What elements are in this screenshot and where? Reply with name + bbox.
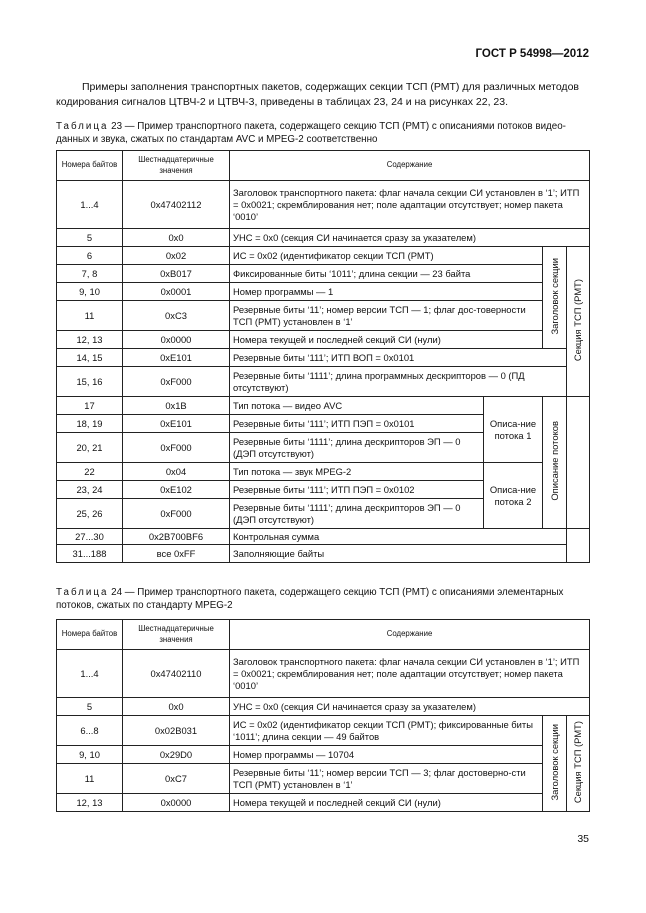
hex-cell: 0x1B (123, 397, 230, 415)
content-cell: Номера текущей и последней секций СИ (нули) (230, 794, 543, 812)
content-cell: УНС = 0x0 (секция СИ начинается сразу за указателем) (230, 698, 590, 716)
stream-2-label: Описа-ние потока 2 (484, 463, 543, 529)
table23-caption (56, 120, 591, 146)
table23-caption-text: 23 — Пример транспортного пакета, содержащего секцию ТСП (РМТ) с описаниями потоков видео-данных и звука, сжатых по стандартам AVC и MPEG-2 соответственно (56, 121, 566, 145)
content-cell: Резервные биты ‘111’; ИТП ВОП = 0x0101 (230, 349, 567, 367)
bytes-cell: 17 (57, 397, 123, 415)
hex-cell: 0x02 (123, 247, 230, 265)
hex-cell: 0xC3 (123, 301, 230, 331)
hex-cell: 0xF000 (123, 433, 230, 463)
table-row (57, 794, 590, 812)
bytes-cell: 12, 13 (57, 794, 123, 812)
content-cell: ИС = 0x02 (идентификатор секции ТСП (РМТ); фиксированные биты ‘1011’; длина секции — 49 байтов (230, 716, 543, 746)
group-label-pmt-section: Секция ТСП (РМТ) (567, 716, 590, 812)
table-row (57, 764, 590, 794)
header-content: Содержание (230, 151, 590, 181)
bytes-cell: 14, 15 (57, 349, 123, 367)
content-cell: Тип потока — видео AVC (230, 397, 484, 415)
hex-cell: 0x04 (123, 463, 230, 481)
hex-cell: 0xF000 (123, 367, 230, 397)
table23-header-row (57, 151, 590, 181)
header-content: Содержание (230, 620, 590, 650)
table-row (57, 229, 590, 247)
hex-cell: 0x0 (123, 229, 230, 247)
hex-cell: 0x0000 (123, 794, 230, 812)
stream-1-label: Описа-ние потока 1 (484, 397, 543, 463)
table-row (57, 529, 590, 545)
bytes-cell: 31...188 (57, 545, 123, 563)
bytes-cell: 27...30 (57, 529, 123, 545)
content-cell: Фиксированные биты ‘1011’; длина секции — 23 байта (230, 265, 543, 283)
table-row (57, 698, 590, 716)
table-row (57, 301, 590, 331)
bytes-cell: 18, 19 (57, 415, 123, 433)
content-cell: Резервные биты ‘11’; номер версии ТСП — 1; флаг дос-товерности ТСП (РМТ) установлен в ‘1’ (230, 301, 543, 331)
bytes-cell: 9, 10 (57, 746, 123, 764)
content-cell: Тип потока — звук MPEG-2 (230, 463, 484, 481)
bytes-cell: 11 (57, 301, 123, 331)
group-label-stream-descriptions: Описание потоков (543, 397, 567, 529)
bytes-cell: 12, 13 (57, 331, 123, 349)
content-cell: Контрольная сумма (230, 529, 567, 545)
hex-cell: 0x02B031 (123, 716, 230, 746)
content-cell: УНС = 0x0 (секция СИ начинается сразу за указателем) (230, 229, 590, 247)
table-row (57, 746, 590, 764)
table-row (57, 650, 590, 698)
content-cell: Номер программы — 1 (230, 283, 543, 301)
content-cell: Номер программы — 10704 (230, 746, 543, 764)
group-label-section-header: Заголовок секции (543, 247, 567, 349)
table-row (57, 283, 590, 301)
bytes-cell: 15, 16 (57, 367, 123, 397)
hex-cell: 0x47402110 (123, 650, 230, 698)
bytes-cell: 1...4 (57, 181, 123, 229)
table23 (56, 150, 590, 563)
table24-caption-text: 24 — Пример транспортного пакета, содержащего секцию ТСП (РМТ) с описаниями элементарных потоков, сжатых по стандарту MPEG-2 (56, 587, 564, 611)
table-row (57, 545, 590, 563)
intro-paragraph: Примеры заполнения транспортных пакетов, содержащих секции ТСП (РМТ) для различных методов кодирования сигналов ЦТВЧ-2 и ЦТВЧ-3, приведены в таблицах 23, 24 и на рисунках 22, 23. (56, 81, 579, 108)
table-row (57, 181, 590, 229)
table24 (56, 619, 590, 812)
hex-cell: 0xE102 (123, 481, 230, 499)
header-hex: Шестнадцатеричные значения (123, 620, 230, 650)
table-row (57, 463, 590, 481)
hex-cell: 0xE101 (123, 349, 230, 367)
table24-header-row (57, 620, 590, 650)
bytes-cell: 23, 24 (57, 481, 123, 499)
header-bytes: Номера байтов (57, 151, 123, 181)
bytes-cell: 22 (57, 463, 123, 481)
content-cell: Резервные биты ‘111’; ИТП ПЭП = 0x0102 (230, 481, 484, 499)
hex-cell: 0xE101 (123, 415, 230, 433)
content-cell: Номера текущей и последней секций СИ (нули) (230, 331, 543, 349)
table-row (57, 247, 590, 265)
content-cell: ИС = 0x02 (идентификатор секции ТСП (РМТ) (230, 247, 543, 265)
bytes-cell: 11 (57, 764, 123, 794)
bytes-cell: 7, 8 (57, 265, 123, 283)
content-cell: Заголовок транспортного пакета: флаг начала секции СИ установлен в ‘1’; ИТП = 0x0021; скремблирования нет; поле адаптации отсутствует; номер пакета ‘0010’ (230, 650, 590, 698)
group-label-section-header: Заголовок секции (543, 716, 567, 812)
hex-cell: все 0xFF (123, 545, 230, 563)
bytes-cell: 6...8 (57, 716, 123, 746)
content-cell: Резервные биты ‘1111’; длина дескрипторов ЭП — 0 (ДЭП отсутствуют) (230, 433, 484, 463)
bytes-cell: 25, 26 (57, 499, 123, 529)
bytes-cell: 5 (57, 698, 123, 716)
table-row (57, 349, 590, 367)
header-hex: Шестнадцатеричные значения (123, 151, 230, 181)
bytes-cell: 6 (57, 247, 123, 265)
bytes-cell: 9, 10 (57, 283, 123, 301)
content-cell: Резервные биты ‘111’; ИТП ПЭП = 0x0101 (230, 415, 484, 433)
content-cell: Резервные биты ‘1111’; длина программных дескрипторов — 0 (ПД отсутствуют) (230, 367, 567, 397)
table24-caption-word: Таблица (56, 587, 109, 598)
table24-caption (56, 586, 591, 612)
page-number: 35 (577, 833, 589, 845)
table23-caption-word: Таблица (56, 121, 109, 132)
bytes-cell: 20, 21 (57, 433, 123, 463)
document-header: ГОСТ Р 54998—2012 (475, 48, 589, 60)
hex-cell: 0xB017 (123, 265, 230, 283)
bytes-cell: 5 (57, 229, 123, 247)
hex-cell: 0x29D0 (123, 746, 230, 764)
hex-cell: 0xC7 (123, 764, 230, 794)
hex-cell: 0x0000 (123, 331, 230, 349)
hex-cell: 0x0001 (123, 283, 230, 301)
table-row (57, 265, 590, 283)
content-cell: Заголовок транспортного пакета: флаг начала секции СИ установлен в ‘1’; ИТП = 0x0021; скремблирования нет; поле адаптации отсутствует; номер пакета ‘0010’ (230, 181, 590, 229)
content-cell: Резервные биты ‘1111’; длина дескрипторов ЭП — 0 (ДЭП отсутствуют) (230, 499, 484, 529)
content-cell: Резервные биты ‘11’; номер версии ТСП — 3; флаг достоверно-сти ТСП (РМТ) установлен в ‘1’ (230, 764, 543, 794)
hex-cell: 0x2B700BF6 (123, 529, 230, 545)
empty-cell (567, 397, 590, 529)
table-row (57, 331, 590, 349)
bytes-cell: 1...4 (57, 650, 123, 698)
content-cell: Заполняющие байты (230, 545, 590, 563)
header-bytes: Номера байтов (57, 620, 123, 650)
table-row (57, 397, 590, 415)
table-row (57, 716, 590, 746)
hex-cell: 0xF000 (123, 499, 230, 529)
hex-cell: 0x47402112 (123, 181, 230, 229)
hex-cell: 0x0 (123, 698, 230, 716)
table-row (57, 367, 590, 397)
group-label-pmt-section: Секция ТСП (РМТ) (567, 247, 590, 397)
